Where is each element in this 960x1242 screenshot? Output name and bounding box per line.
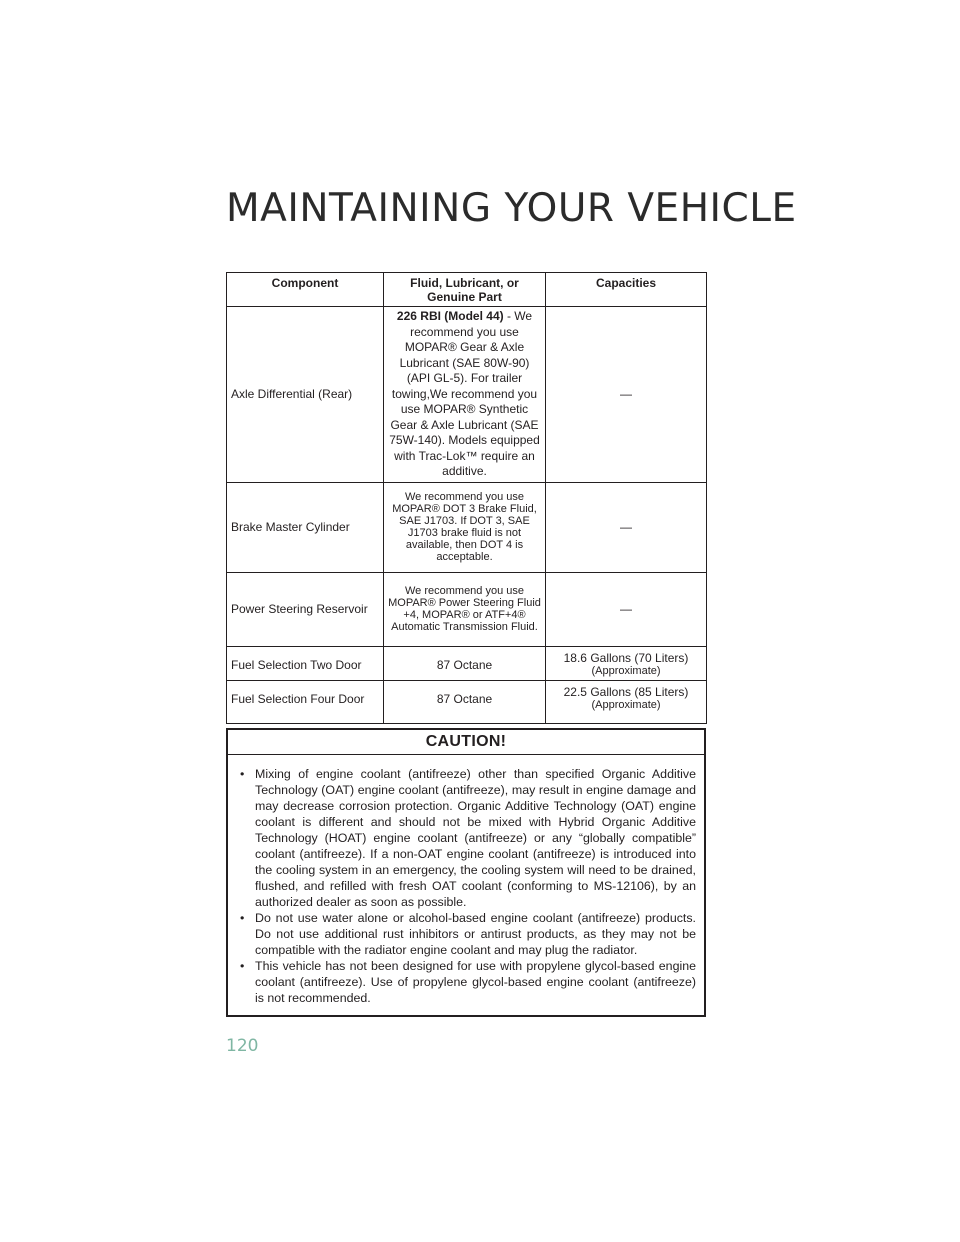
caution-item-text: Do not use water alone or alcohol-based engine coolant (antifreeze) products. Do not use additional rust inhibitors or antirust products, as they may not be compatible with the radiator engine coolant and may plug the radiator. (255, 911, 696, 957)
caution-item (240, 766, 696, 910)
bullet-icon: • (240, 911, 245, 925)
caution-item-text: Mixing of engine coolant (antifreeze) other than specified Organic Additive Technology (OAT) engine coolant (antifreeze), may result in engine damage and may decrease corrosion protection. Organic Additive Technology (OAT) engine coolant is different and should not be mixed with Hybrid Organic Additive Technology (HOAT) engine coolant (antifreeze) or any “globally compatible” coolant (antifreeze). If a non-OAT engine coolant (antifreeze) is introduced into the cooling system in an emergency, the cooling system will need to be drained, flushed, and refilled with fresh OAT coolant (conforming to MS-12106), by an authorized dealer as soon as possible. (255, 767, 696, 909)
capacity-value: 18.6 Gallons (70 Liters) (563, 650, 689, 665)
fluid-cell: We recommend you use MOPAR® Power Steering Fluid +4, MOPAR® or ATF+4® Automatic Transmission Fluid. (384, 572, 546, 646)
capacities-table (226, 272, 707, 724)
caution-item-text: This vehicle has not been designed for use with propylene glycol-based engine coolant (antifreeze). Use of propylene glycol-based engine coolant (antifreeze) is not recommended. (255, 959, 696, 1005)
fluid-cell (384, 307, 546, 483)
fluid-cell: 87 Octane (384, 680, 546, 723)
capacity-note: (Approximate) (591, 698, 661, 711)
capacity-cell (546, 680, 707, 723)
caution-list (228, 755, 704, 1006)
column-header-capacities: Capacities (546, 273, 707, 307)
caution-title: CAUTION! (228, 730, 704, 755)
table-row (227, 572, 707, 646)
caution-box (226, 728, 706, 1017)
capacity-cell: — (546, 307, 707, 483)
page-number: 120 (226, 1036, 259, 1056)
bullet-icon: • (240, 959, 245, 973)
model-label: 226 RBI (Model 44) (396, 309, 504, 323)
capacity-note: (Approximate) (591, 664, 661, 677)
capacity-cell: — (546, 572, 707, 646)
component-cell: Fuel Selection Four Door (227, 680, 384, 723)
caution-item (240, 910, 696, 958)
component-cell: Fuel Selection Two Door (227, 646, 384, 680)
capacity-cell (546, 646, 707, 680)
component-cell: Axle Differential (Rear) (227, 307, 384, 483)
column-header-component: Component (227, 273, 384, 307)
table-row (227, 646, 707, 680)
capacity-cell: — (546, 482, 707, 572)
table-row (227, 482, 707, 572)
fluid-text: - We recommend you use MOPAR® Gear & Axle Lubricant (SAE 80W-90) (API GL-5). For trailer towing,We recommend you use MOPAR® Synthetic Gear & Axle Lubricant (SAE 75W-140). Models equipped with Trac-Lok™ require an additive. (389, 309, 540, 478)
component-cell: Brake Master Cylinder (227, 482, 384, 572)
section-title: MAINTAINING YOUR VEHICLE (226, 186, 797, 231)
table-header-row (227, 273, 707, 307)
component-cell: Power Steering Reservoir (227, 572, 384, 646)
fluid-cell: 87 Octane (384, 646, 546, 680)
table-row (227, 680, 707, 723)
column-header-fluid: Fluid, Lubricant, or Genuine Part (384, 273, 546, 307)
fluid-cell: We recommend you use MOPAR® DOT 3 Brake Fluid, SAE J1703. If DOT 3, SAE J1703 brake fluid is not available, then DOT 4 is acceptable. (384, 482, 546, 572)
capacity-value: 22.5 Gallons (85 Liters) (563, 684, 689, 699)
caution-item (240, 958, 696, 1006)
table-row (227, 307, 707, 483)
bullet-icon: • (240, 767, 245, 781)
